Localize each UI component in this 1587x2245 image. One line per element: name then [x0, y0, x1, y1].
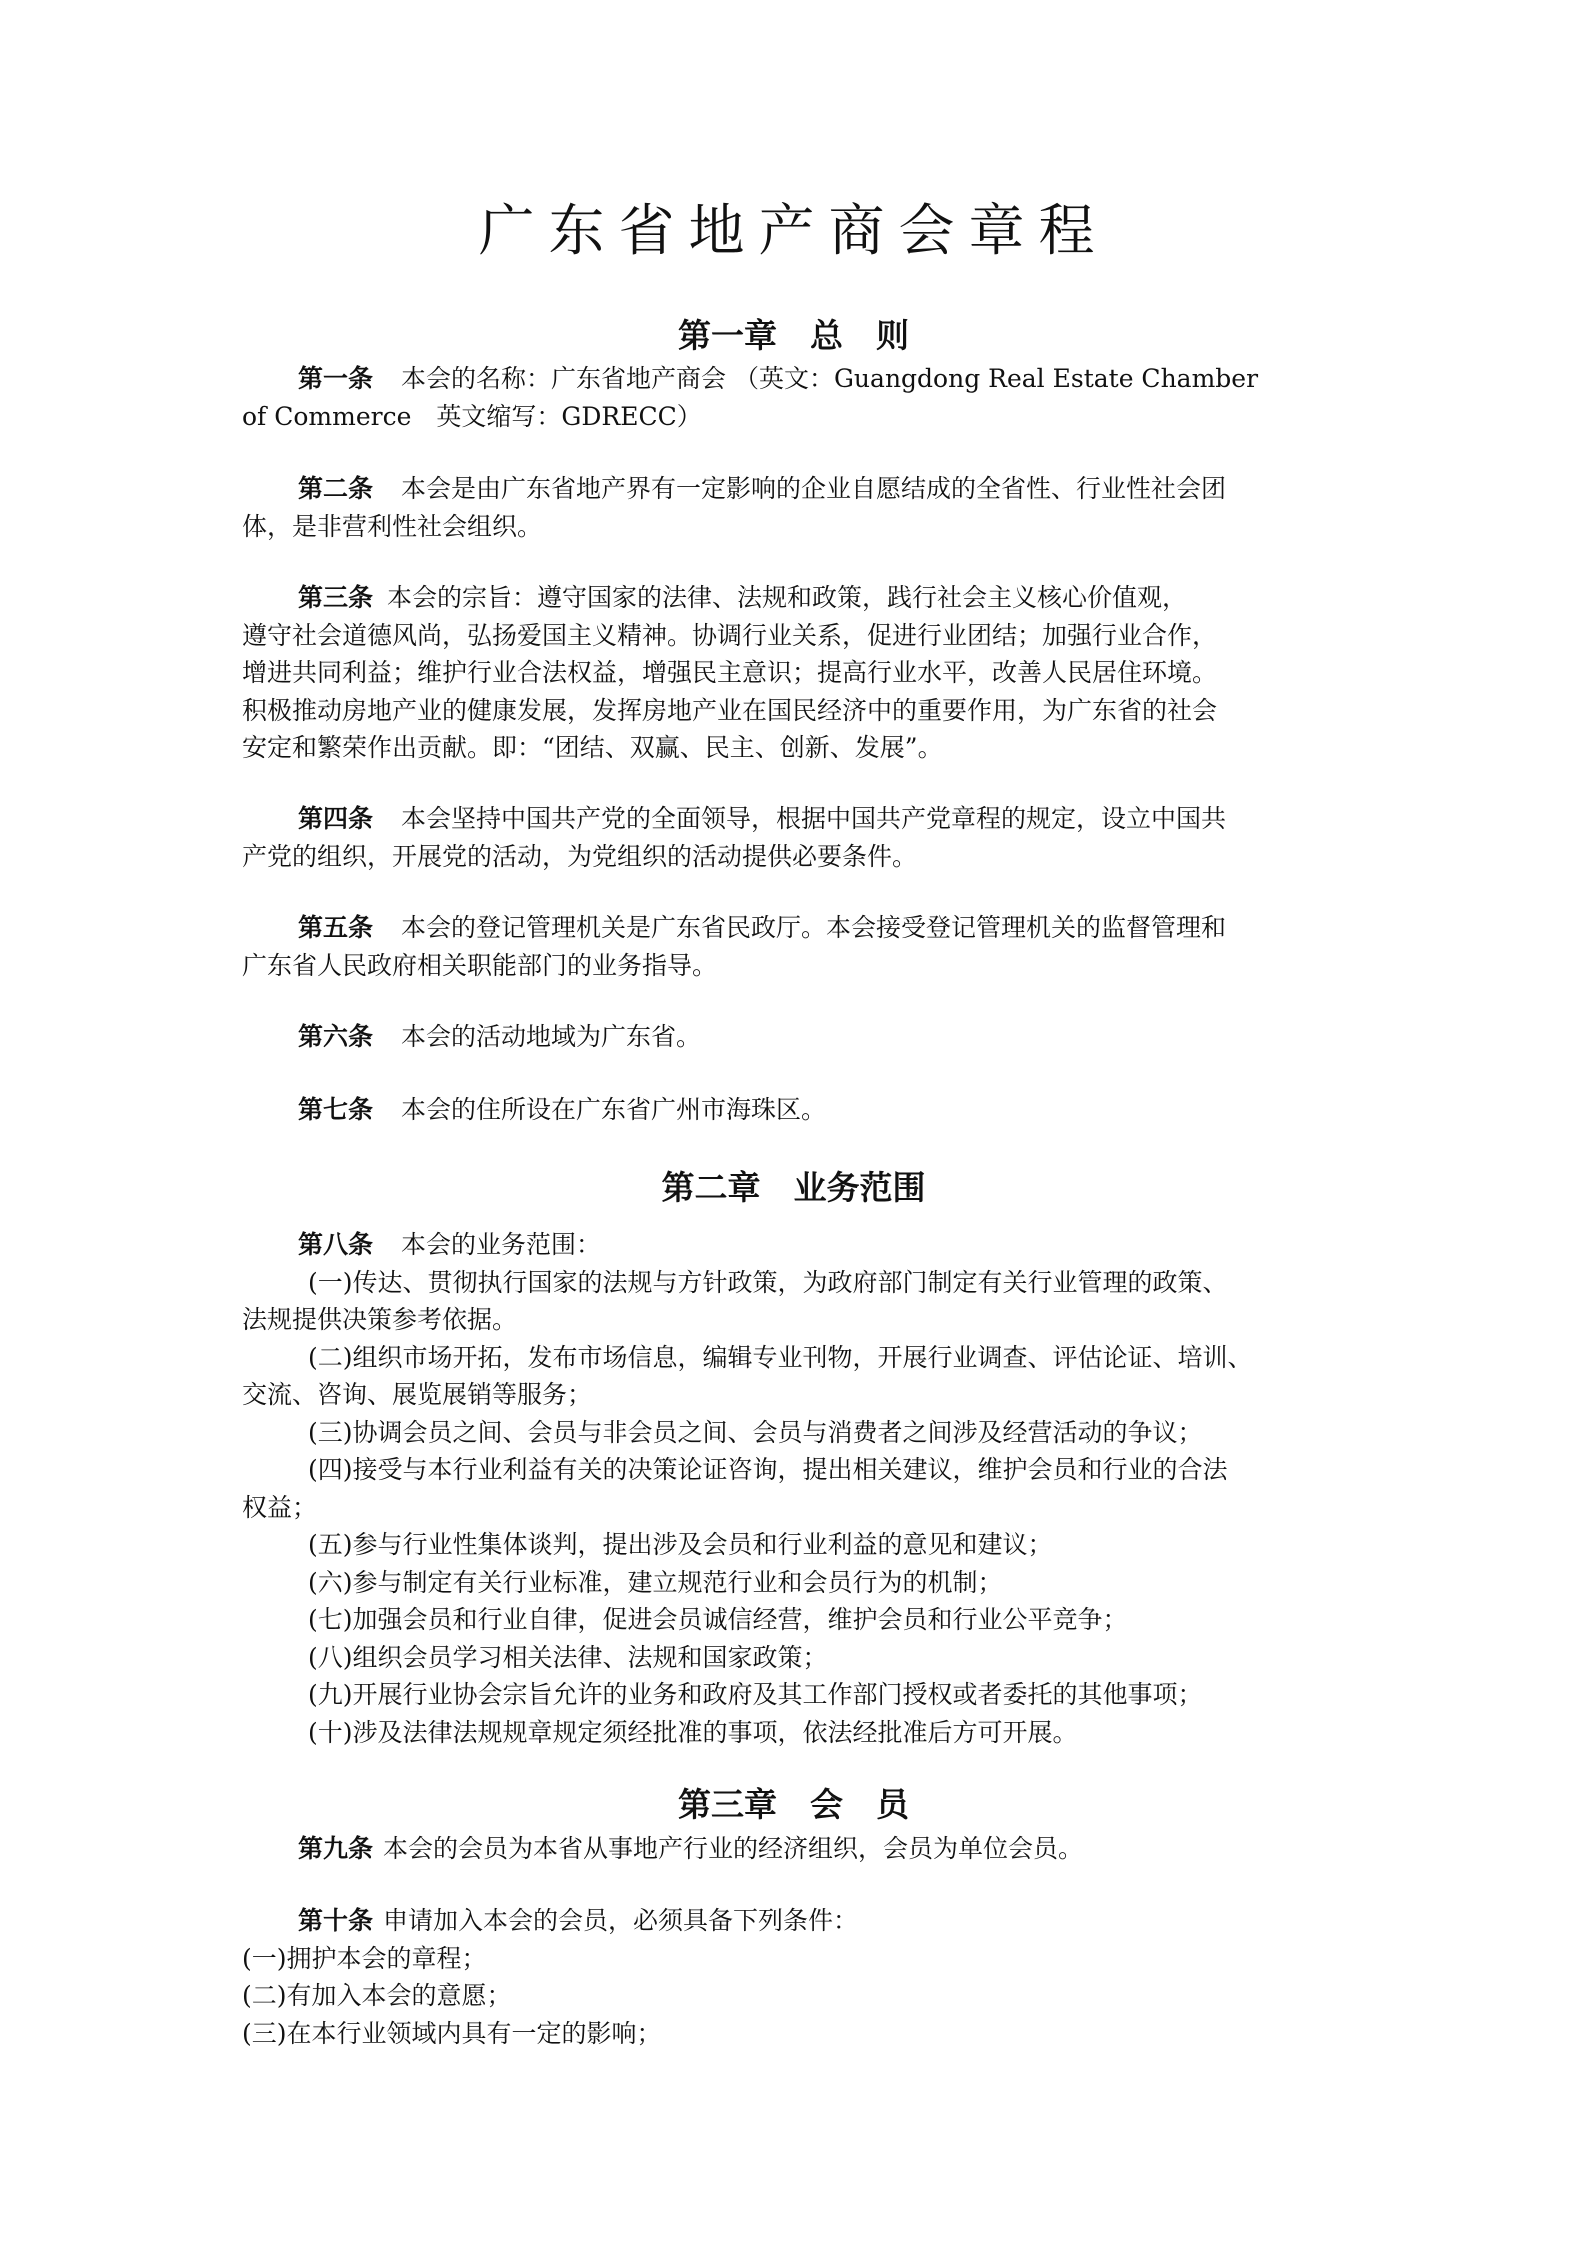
article-lead: 第四条	[298, 804, 374, 833]
list-item-continued: 权益；	[242, 1492, 318, 1522]
list-item: (一)拥护本会的章程；	[242, 1943, 487, 1973]
article-text: 本会的会员为本省从事地产行业的经济组织，会员为单位会员。	[383, 1834, 1084, 1863]
article-lead: 第三条	[298, 583, 374, 612]
article-text: 安定和繁荣作出贡献。即：“团结、双赢、民主、创新、发展”。	[242, 733, 943, 762]
article-lead: 第一条	[298, 364, 374, 393]
chapter-heading-2: 第二章 业务范围	[661, 1168, 926, 1207]
article-lead: 第八条	[298, 1230, 374, 1259]
article-10	[242, 1902, 1350, 2052]
article-lead: 第十条	[298, 1906, 374, 1935]
article-text: 本会的活动地域为广东省。	[401, 1022, 702, 1051]
article-2	[242, 470, 1350, 545]
list-item-continued: 交流、咨询、展览展销等服务；	[242, 1380, 593, 1409]
list-item: (二)组织市场开拓，发布市场信息，编辑专业刊物，开展行业调查、评估论证、培训、	[308, 1342, 1253, 1372]
article-text: 本会的业务范围：	[401, 1230, 602, 1259]
list-item: (三)协调会员之间、会员与非会员之间、会员与消费者之间涉及经营活动的争议；	[308, 1417, 1203, 1447]
chapter-heading-3: 第三章 会 员	[678, 1785, 909, 1824]
article-1	[242, 360, 1350, 435]
article-lead: 第七条	[298, 1095, 374, 1124]
article-text: 积极推动房地产业的健康发展，发挥房地产业在国民经济中的重要作用，为广东省的社会	[242, 695, 1218, 725]
document-title: 广东省地产商会章程	[478, 199, 1109, 264]
article-text: 本会的登记管理机关是广东省民政厅。本会接受登记管理机关的监督管理和	[401, 913, 1227, 942]
article-text: 增进共同利益；维护行业合法权益，增强民主意识；提高行业水平，改善人民居住环境。	[242, 658, 1218, 687]
list-item: (九)开展行业协会宗旨允许的业务和政府及其工作部门授权或者委托的其他事项；	[308, 1680, 1203, 1709]
list-item: (二)有加入本会的意愿；	[242, 1981, 512, 2010]
list-item: (十)涉及法律法规规章规定须经批准的事项，依法经批准后方可开展。	[308, 1717, 1078, 1747]
article-text: 遵守社会道德风尚，弘扬爱国主义精神。协调行业关系，促进行业团结；加强行业合作，	[242, 620, 1218, 650]
article-7	[242, 1091, 1350, 1129]
article-6	[242, 1018, 1350, 1056]
list-item: (三)在本行业领域内具有一定的影响；	[242, 2018, 662, 2048]
article-text: 本会的宗旨：遵守国家的法律、法规和政策，践行社会主义核心价值观，	[387, 583, 1188, 612]
list-item: (五)参与行业性集体谈判，提出涉及会员和行业利益的意见和建议；	[308, 1530, 1053, 1559]
article-lead: 第五条	[298, 913, 374, 942]
article-text: 申请加入本会的会员，必须具备下列条件：	[383, 1906, 859, 1935]
article-text: 广东省人民政府相关职能部门的业务指导。	[242, 950, 718, 980]
article-text: 体，是非营利性社会组织。	[242, 511, 543, 541]
article-lead: 第六条	[298, 1022, 374, 1051]
article-9	[242, 1830, 1350, 1868]
chapter-heading-1: 第一章 总 则	[678, 316, 909, 355]
article-text: 本会是由广东省地产界有一定影响的企业自愿结成的全省性、行业性社会团	[401, 474, 1227, 503]
list-item: (一)传达、贯彻执行国家的法规与方针政策，为政府部门制定有关行业管理的政策、	[308, 1267, 1228, 1297]
list-item: (六)参与制定有关行业标准，建立规范行业和会员行为的机制；	[308, 1567, 1003, 1597]
article-text: 产党的组织，开展党的活动，为党组织的活动提供必要条件。	[242, 841, 918, 871]
article-3	[242, 579, 1350, 767]
list-item: (四)接受与本行业利益有关的决策论证咨询，提出相关建议，维护会员和行业的合法	[308, 1455, 1228, 1484]
list-item: (八)组织会员学习相关法律、法规和国家政策；	[308, 1642, 828, 1672]
article-4	[242, 800, 1350, 875]
article-5	[242, 909, 1350, 984]
article-text: of Commerce 英文缩写：GDRECC）	[242, 401, 702, 431]
list-item: (七)加强会员和行业自律，促进会员诚信经营，维护会员和行业公平竞争；	[308, 1605, 1128, 1634]
article-lead: 第九条	[298, 1834, 374, 1863]
list-item-continued: 法规提供决策参考依据。	[242, 1305, 518, 1334]
article-text: 本会坚持中国共产党的全面领导，根据中国共产党章程的规定，设立中国共	[401, 804, 1227, 833]
article-text: 本会的住所设在广东省广州市海珠区。	[401, 1095, 827, 1124]
article-text: 本会的名称：广东省地产商会 （英文：Guangdong Real Estate Chamber	[401, 364, 1259, 393]
article-8	[242, 1226, 1350, 1751]
article-lead: 第二条	[298, 474, 374, 503]
